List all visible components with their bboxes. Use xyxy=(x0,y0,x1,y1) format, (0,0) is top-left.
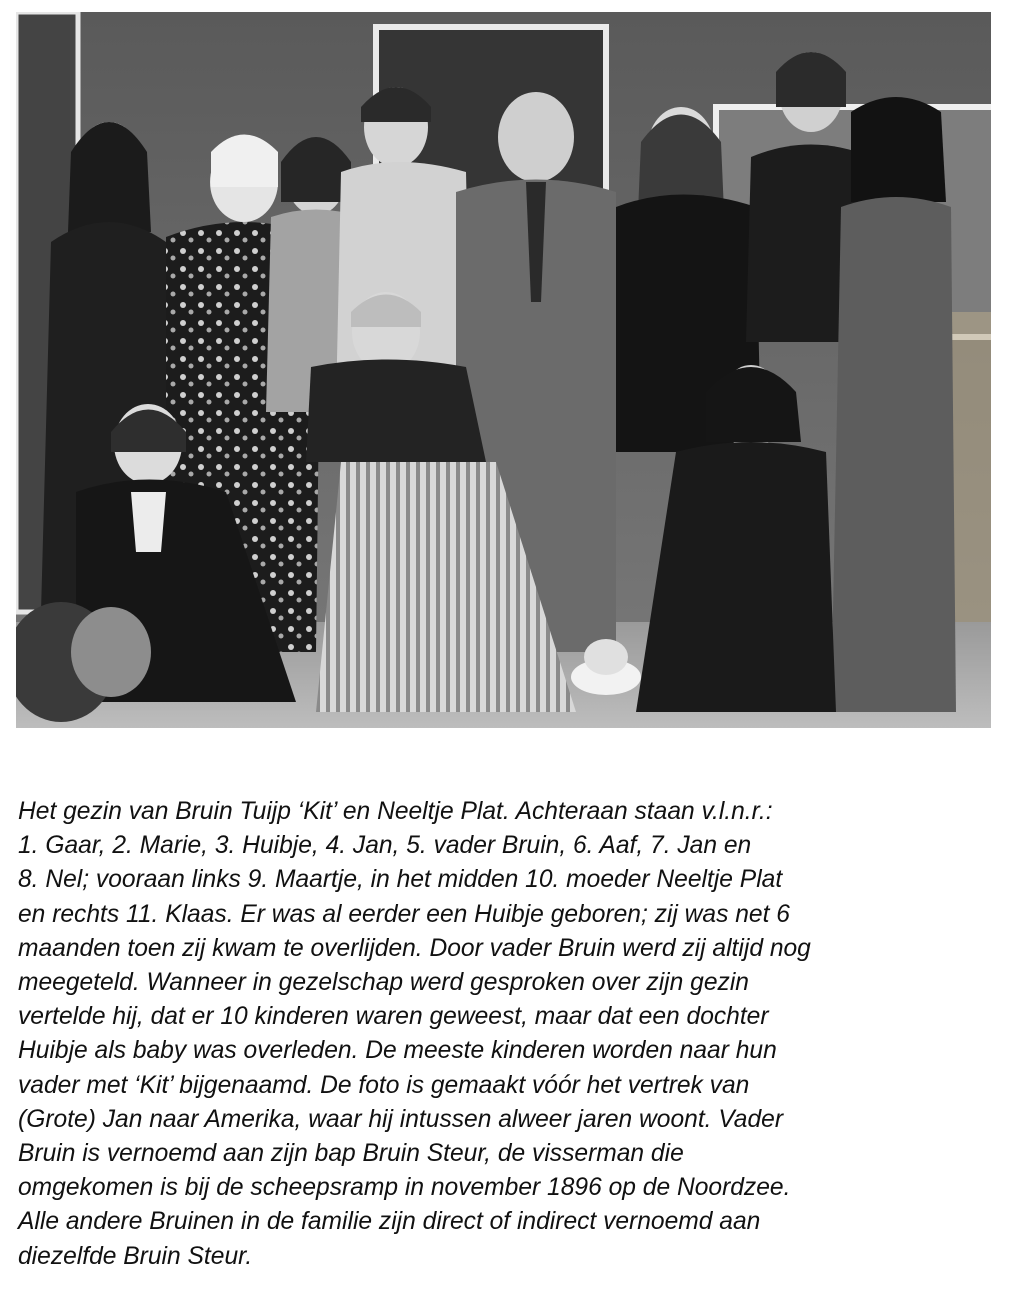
caption-line: Huibje als baby was overleden. De meeste kinderen worden naar hun xyxy=(18,1037,777,1065)
caption-line: en rechts 11. Klaas. Er was al eerder een Huibje geboren; zij was net 6 xyxy=(18,900,790,928)
caption-line: Het gezin van Bruin Tuijp ‘Kit’ en Neeltje Plat. Achteraan staan v.l.n.r.: xyxy=(18,798,773,825)
family-group-photo-icon xyxy=(16,12,991,728)
caption-line: maanden toen zij kwam te overlijden. Door vader Bruin werd zij altijd nog xyxy=(18,934,811,962)
photo-caption xyxy=(18,795,1008,1274)
caption-line: vertelde hij, dat er 10 kinderen waren geweest, maar dat een dochter xyxy=(18,1003,769,1031)
caption-line: vader met ‘Kit’ bijgenaamd. De foto is gemaakt vóór het vertrek van xyxy=(18,1071,750,1099)
caption-line: Bruin is vernoemd aan zijn bap Bruin Steur, de visserman die xyxy=(18,1140,684,1168)
family-photo xyxy=(16,12,991,728)
caption-line: meegeteld. Wanneer in gezelschap werd gesproken over zijn gezin xyxy=(18,969,749,997)
caption-line: 1. Gaar, 2. Marie, 3. Huibje, 4. Jan, 5. vader Bruin, 6. Aaf, 7. Jan en xyxy=(18,832,752,860)
caption-line: omgekomen is bij de scheepsramp in november 1896 op de Noordzee. xyxy=(18,1174,791,1202)
caption-line: Alle andere Bruinen in de familie zijn direct of indirect vernoemd aan xyxy=(18,1208,761,1236)
caption-line: 8. Nel; vooraan links 9. Maartje, in het midden 10. moeder Neeltje Plat xyxy=(18,866,783,894)
caption-line: (Grote) Jan naar Amerika, waar hij intussen alweer jaren woont. Vader xyxy=(18,1105,784,1133)
caption-line: diezelfde Bruin Steur. xyxy=(18,1242,253,1270)
